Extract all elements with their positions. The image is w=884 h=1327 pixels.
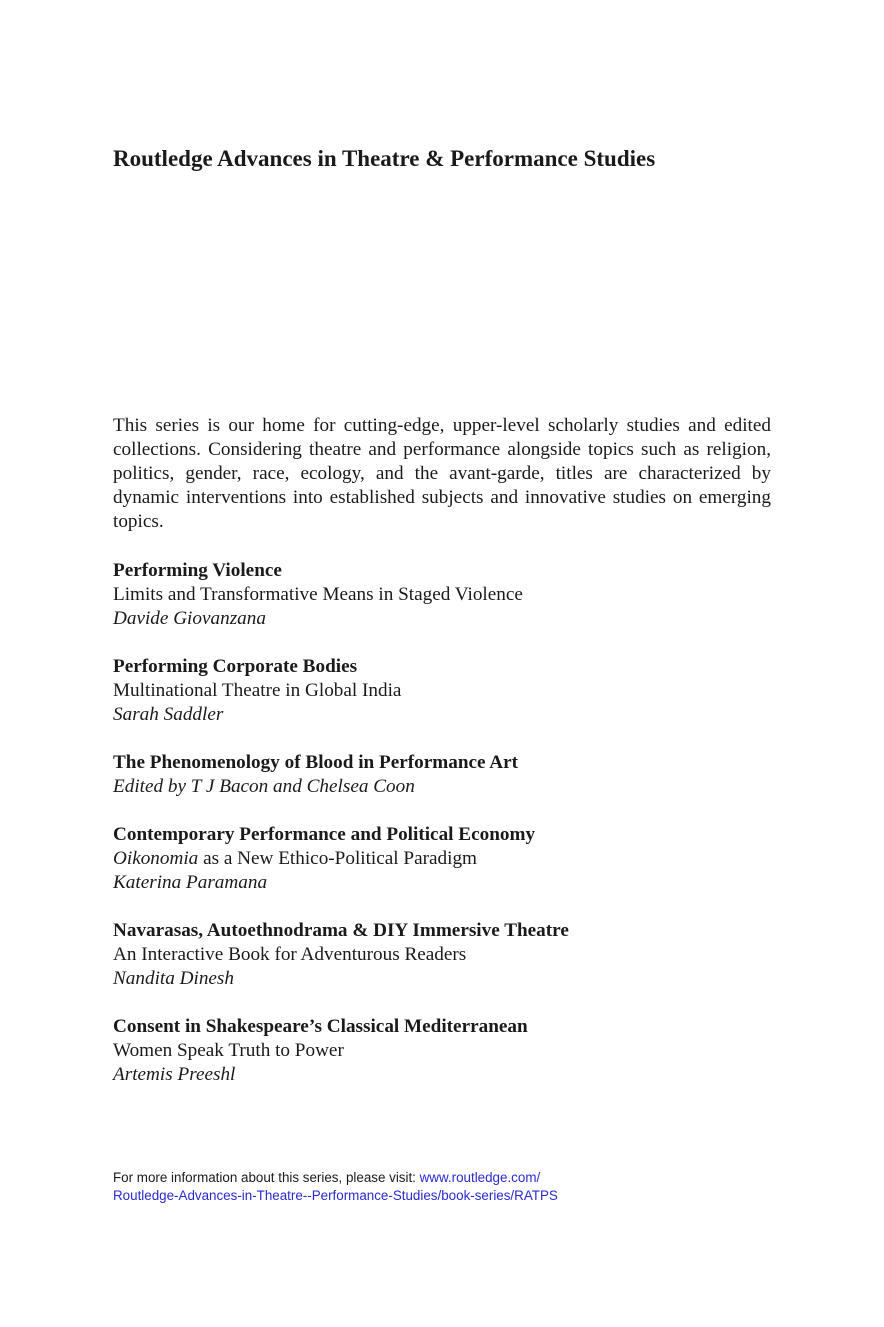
footer-prefix: For more information about this series, please visit: [113, 1170, 420, 1185]
book-subtitle: Multinational Theatre in Global India [113, 680, 402, 701]
book-entry [113, 919, 773, 991]
series-link-line1[interactable]: www.routledge.com/ [419, 1170, 541, 1185]
book-entry [113, 655, 773, 727]
book-author: Sarah Saddler [113, 704, 224, 725]
book-subtitle-rest: as a New Ethico-Political Paradigm [198, 848, 477, 869]
book-entry [113, 751, 773, 799]
book-title: Contemporary Performance and Political Economy [113, 824, 536, 845]
book-entry [113, 559, 773, 631]
book-author: Davide Giovanzana [113, 608, 266, 629]
page [113, 0, 773, 1327]
book-title: Performing Corporate Bodies [113, 656, 358, 677]
book-entry [113, 823, 773, 895]
book-subtitle: An Interactive Book for Adventurous Readers [113, 944, 467, 965]
series-info-footer [113, 1169, 773, 1205]
series-title: Routledge Advances in Theatre & Performance Studies [113, 146, 656, 171]
book-title: Consent in Shakespeare’s Classical Mediterranean [113, 1016, 528, 1037]
book-entry [113, 1015, 773, 1087]
book-author: Artemis Preeshl [113, 1064, 236, 1085]
book-title: Performing Violence [113, 560, 282, 581]
book-title: The Phenomenology of Blood in Performance Art [113, 752, 519, 773]
book-title: Navarasas, Autoethnodrama & DIY Immersive Theatre [113, 920, 569, 941]
book-subtitle: Women Speak Truth to Power [113, 1040, 344, 1061]
book-subtitle [113, 847, 773, 871]
book-list [113, 559, 773, 1111]
series-link-line2[interactable]: Routledge-Advances-in-Theatre--Performance-Studies/book-series/RATPS [113, 1188, 558, 1203]
book-author: Nandita Dinesh [113, 968, 234, 989]
series-description: This series is our home for cutting-edge, upper-level scholarly studies and edited collections. Considering theatre and performance alongside topics such as religion, politics, gender, race, ecology, and the avant-garde, titles are characterized by dynamic interventions into established subjects and innovative studies on emerging topics. [113, 415, 771, 532]
book-subtitle: Limits and Transformative Means in Staged Violence [113, 584, 523, 605]
book-subtitle-italic: Oikonomia [113, 848, 199, 869]
book-author: Edited by T J Bacon and Chelsea Coon [113, 776, 415, 797]
book-author: Katerina Paramana [113, 872, 268, 893]
